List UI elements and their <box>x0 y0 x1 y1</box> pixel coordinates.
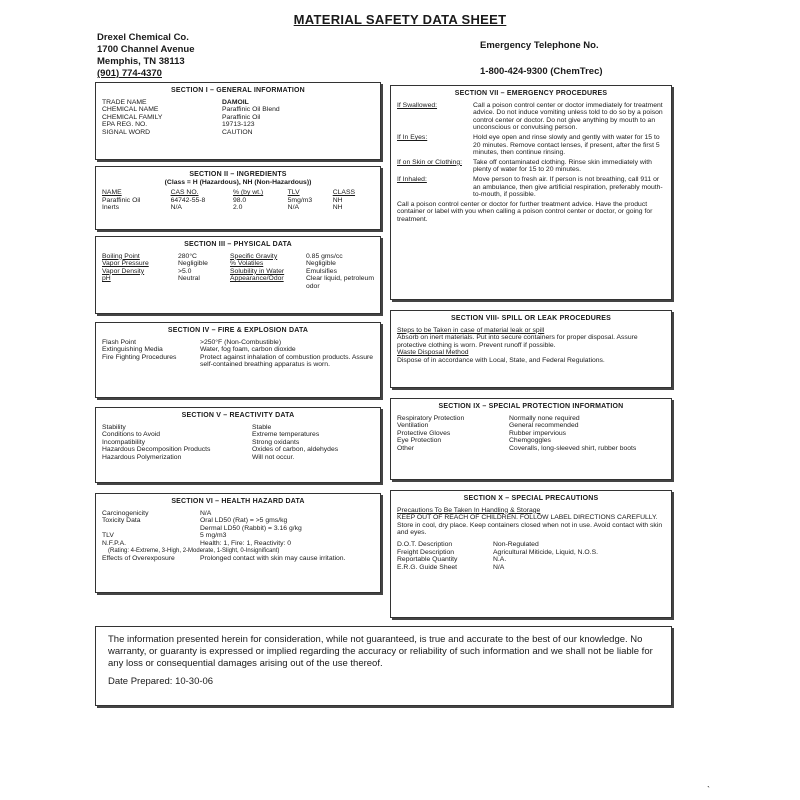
physical-row <box>102 260 374 268</box>
info-value: Extreme temperatures <box>252 431 320 439</box>
info-row <box>102 431 374 439</box>
info-label: N.F.P.A. <box>102 539 127 547</box>
section-special-protection <box>390 398 672 480</box>
info-label: TLV <box>102 532 114 540</box>
info-row <box>102 99 374 107</box>
section-reactivity <box>95 407 381 483</box>
cell: N/A <box>287 204 299 212</box>
info-label: Eye Protection <box>397 437 442 445</box>
info-value: Normally none required <box>509 414 580 422</box>
procedure-text: Hold eye open and rinse slowly and gently with water for 15 to 20 minutes. Remove contact lenses, if present, after the first 5 minutes, then continue rinsing. <box>473 133 660 157</box>
procedure-text: Take off contaminated clothing. Rinse skin immediately with plenty of water for 15 to 20 minutes. <box>473 158 652 174</box>
info-row <box>397 445 665 453</box>
property-value: Neutral <box>178 275 200 283</box>
section-fire-explosion <box>95 322 381 398</box>
info-value: Water, fog foam, carbon dioxide <box>200 346 296 354</box>
spill-heading: Steps to be Taken in case of material leak or spill <box>397 326 545 334</box>
precautions-heading: Precautions To Be Taken In Handling & Storage <box>397 506 541 514</box>
info-value: 5 mg/m3 <box>200 532 227 540</box>
document-title: MATERIAL SAFETY DATA SHEET <box>293 12 507 27</box>
emergency-number: 1-800-424-9300 (ChemTrec) <box>480 66 603 77</box>
precautions-warning: KEEP OUT OF REACH OF CHILDREN. FOLLOW LABEL DIRECTIONS CAREFULLY. <box>397 514 658 522</box>
property-label: Specific Gravity <box>230 252 278 260</box>
info-row <box>397 541 665 549</box>
info-row <box>102 532 374 540</box>
info-label: Stability <box>102 423 126 431</box>
info-row <box>102 540 374 548</box>
info-label: Ventilation <box>397 422 429 430</box>
info-value: N.A. <box>493 556 507 564</box>
info-label: Carcinogenicity <box>102 509 149 517</box>
section-title: SECTION VI – HEALTH HAZARD DATA <box>171 498 305 505</box>
section-title: SECTION X – SPECIAL PRECAUTIONS <box>463 495 599 502</box>
info-label: SIGNAL WORD <box>102 128 151 136</box>
info-label: Protective Gloves <box>397 429 451 437</box>
physical-row <box>102 253 374 261</box>
info-row <box>102 424 374 432</box>
info-label: Incompatibility <box>102 438 146 446</box>
emergency-label: Emergency Telephone No. <box>480 40 599 51</box>
cell: N/A <box>170 204 182 212</box>
emergency-contact <box>480 40 603 78</box>
property-label: Vapor Density <box>102 267 145 275</box>
info-row <box>102 339 374 347</box>
info-value: Agricultural Miticide, Liquid, N.O.S. <box>493 548 599 556</box>
waste-heading: Waste Disposal Method <box>397 349 469 357</box>
procedure-text: Move person to fresh air. If person is not breathing, call 911 or an ambulance, then give artificial respiration, preferably mouth-to-mouth, if possible. <box>473 175 663 199</box>
info-label: Hazardous Polymerization <box>102 453 182 461</box>
section-title: SECTION I – GENERAL INFORMATION <box>171 87 305 94</box>
info-value: Stable <box>252 423 272 431</box>
property-label: Solubility in Water <box>230 267 285 275</box>
info-label: Respiratory Protection <box>397 414 465 422</box>
procedure-item <box>397 176 665 199</box>
procedure-label: If Swallowed: <box>397 101 438 109</box>
info-row <box>397 564 665 572</box>
procedure-item <box>397 102 665 132</box>
property-value: Clear liquid, petroleum odor <box>306 275 375 290</box>
waste-text: Dispose of in accordance with Local, State, and Federal Regulations. <box>397 356 605 364</box>
cell: NH <box>332 204 343 212</box>
info-value: Strong oxidants <box>252 438 300 446</box>
section-special-precautions <box>390 490 672 618</box>
section-title: SECTION II – INGREDIENTS <box>189 171 287 178</box>
info-row <box>397 549 665 557</box>
rating-note: (Rating: 4-Extreme, 3-High, 2-Moderate, 1-Slight, 0-Insignificant) <box>108 547 280 554</box>
property-value: 280°C <box>178 252 197 260</box>
info-value: Paraffinic Oil <box>222 113 261 121</box>
cell: 2.0 <box>232 204 243 212</box>
info-row <box>102 439 374 447</box>
cell: 98.0 <box>232 196 247 204</box>
info-row <box>102 354 374 369</box>
property-value: >5.0 <box>178 267 192 275</box>
info-label: Fire Fighting Procedures <box>102 353 177 361</box>
property-value: Negligible <box>178 260 208 268</box>
procedure-footer: Call a poison control center or doctor for further treatment advice. Have the product container or label with you when calling a poison control center or doctor, or going for treatment. <box>397 200 653 223</box>
info-value: Non-Regulated <box>493 540 539 548</box>
info-row <box>102 454 374 462</box>
info-value: DAMOIL <box>222 98 249 106</box>
info-row <box>102 555 374 563</box>
info-label: D.O.T. Description <box>397 540 453 548</box>
info-row <box>102 446 374 454</box>
col-header: TLV <box>287 189 300 197</box>
property-label: pH <box>102 275 111 283</box>
section-title: SECTION VII – EMERGENCY PROCEDURES <box>454 90 608 97</box>
info-row <box>397 556 665 564</box>
col-header: CAS NO. <box>170 189 199 197</box>
info-value: Oxides of carbon, aldehydes <box>252 446 339 454</box>
info-value: >250°F (Non-Combustible) <box>200 338 282 346</box>
table-row <box>102 197 374 205</box>
property-value: Emulsifies <box>306 267 337 275</box>
info-label: E.R.G. Guide Sheet <box>397 563 458 571</box>
info-row <box>397 415 665 423</box>
info-row <box>102 510 374 518</box>
info-label: Effects of Overexposure <box>102 555 175 563</box>
company-phone: (901) 774-4370 <box>97 68 162 79</box>
info-row <box>397 437 665 445</box>
cell: Paraffinic Oil <box>102 196 141 204</box>
info-row <box>102 525 374 533</box>
section-subtitle: (Class = H (Hazardous), NH (Non-Hazardous)) <box>164 178 312 186</box>
info-value: Will not occur. <box>252 453 295 461</box>
property-label: Boiling Point <box>102 252 140 260</box>
company-address <box>97 32 195 80</box>
info-row <box>102 517 374 525</box>
info-value: Paraffinic Oil Blend <box>222 106 280 114</box>
col-header: % (by wt.) <box>232 189 264 197</box>
info-row <box>397 422 665 430</box>
table-row <box>102 204 374 212</box>
company-city: Memphis, TN 38113 <box>97 56 185 67</box>
info-row <box>102 129 374 137</box>
procedure-item <box>397 159 665 174</box>
property-value: 0.85 gms/cc <box>306 252 343 260</box>
section-spill-leak <box>390 310 672 388</box>
info-value: N/A <box>493 563 505 571</box>
physical-row <box>102 275 374 290</box>
info-row <box>102 121 374 129</box>
info-label: CHEMICAL NAME <box>102 106 159 114</box>
info-row <box>102 346 374 354</box>
info-value: 19713-123 <box>222 121 255 129</box>
info-label: Reportable Quantity <box>397 556 458 564</box>
info-label: CHEMICAL FAMILY <box>102 113 163 121</box>
info-value: Dermal LD50 (Rabbit) = 3.16 g/kg <box>200 524 302 532</box>
info-value: Prolonged contact with skin may cause irritation. <box>200 555 346 563</box>
col-header: CLASS <box>332 189 356 197</box>
section-emergency-procedures <box>390 85 672 300</box>
disclaimer-text: The information presented herein for consideration, while not guaranteed, is true and accurate to the best of our knowledge. No warranty, or guaranty is expressed or implied regarding the accuracy or reliability of such information and we shall not be liable for any loss or consequential damages arising out of the use thereof. <box>108 634 653 669</box>
property-label: % Volatiles <box>230 260 264 268</box>
property-label: Vapor Pressure <box>102 260 149 268</box>
info-value: Oral LD50 (Rat) = >5 gms/kg <box>200 517 288 525</box>
section-title: SECTION VIII- SPILL OR LEAK PROCEDURES <box>451 315 611 322</box>
spill-text: Absorb on inert materials. Put into secure containers for proper disposal. Assure protective clothing is worn. Prevent runoff if possible. <box>397 334 638 349</box>
cell: 5mg/m3 <box>287 196 313 204</box>
procedure-label: If In Eyes: <box>397 133 428 141</box>
section-health-hazard <box>95 493 381 593</box>
info-label: Other <box>397 444 414 452</box>
section-title: SECTION III – PHYSICAL DATA <box>184 241 292 248</box>
info-value: N/A <box>200 509 212 517</box>
procedure-text: Call a poison control center or doctor immediately for treatment advice. Do not induce vomiting unless told to do so by a poison control center or doctor. Do not give anything by mouth to an unconscious or convulsing person. <box>473 101 663 132</box>
property-label: Appearance/Odor <box>230 275 284 283</box>
procedure-label: If on Skin or Clothing: <box>397 158 462 166</box>
info-label: Extinguishing Media <box>102 346 163 354</box>
info-row <box>102 106 374 114</box>
info-value: Health: 1, Fire: 1, Reactivity: 0 <box>200 539 292 547</box>
section-ingredients <box>95 166 381 230</box>
section-title: SECTION IX – SPECIAL PROTECTION INFORMATION <box>438 403 624 410</box>
info-row <box>102 114 374 122</box>
section-physical-data <box>95 236 381 314</box>
section-title: SECTION IV – FIRE & EXPLOSION DATA <box>167 327 309 334</box>
precautions-storage: Store in cool, dry place. Keep containers closed when not in use. Avoid contact with skin and eyes. <box>397 521 663 537</box>
info-value: Coveralls, long-sleeved shirt, rubber boots <box>509 444 637 452</box>
info-label: TRADE NAME <box>102 98 147 106</box>
disclaimer-box <box>95 626 672 706</box>
cell: NH <box>332 196 343 204</box>
info-label <box>102 525 200 533</box>
info-label: Toxicity Data <box>102 517 141 525</box>
info-value: Rubber impervious <box>509 429 567 437</box>
cell: 64742-55-8 <box>170 196 206 204</box>
info-value: CAUTION <box>222 128 253 136</box>
info-label: Flash Point <box>102 338 137 346</box>
info-label: Conditions to Avoid <box>102 431 161 439</box>
physical-row <box>102 268 374 276</box>
table-header <box>102 189 374 197</box>
date-prepared: Date Prepared: 10-30-06 <box>108 676 214 687</box>
info-label: Hazardous Decomposition Products <box>102 446 211 454</box>
info-value: Protect against inhalation of combustion products. Assure self-contained breathing apparatus is worn. <box>200 353 374 369</box>
info-label: Freight Description <box>397 548 455 556</box>
info-value: Chemgoggles <box>509 437 551 445</box>
procedure-item <box>397 134 665 157</box>
info-row <box>397 430 665 438</box>
section-title: SECTION V – REACTIVITY DATA <box>181 412 295 419</box>
property-value: Negligible <box>306 260 336 268</box>
info-label: EPA REG. NO. <box>102 121 148 129</box>
company-street: 1700 Channel Avenue <box>97 44 195 55</box>
procedure-label: If Inhaled: <box>397 175 427 183</box>
company-name: Drexel Chemical Co. <box>97 32 189 43</box>
scan-mark: ` <box>707 785 710 795</box>
section-general-information <box>95 82 381 160</box>
info-value: General recommended <box>509 422 579 430</box>
ingredients-table <box>102 189 374 212</box>
col-header: NAME <box>102 189 122 197</box>
cell: Inerts <box>102 204 119 212</box>
